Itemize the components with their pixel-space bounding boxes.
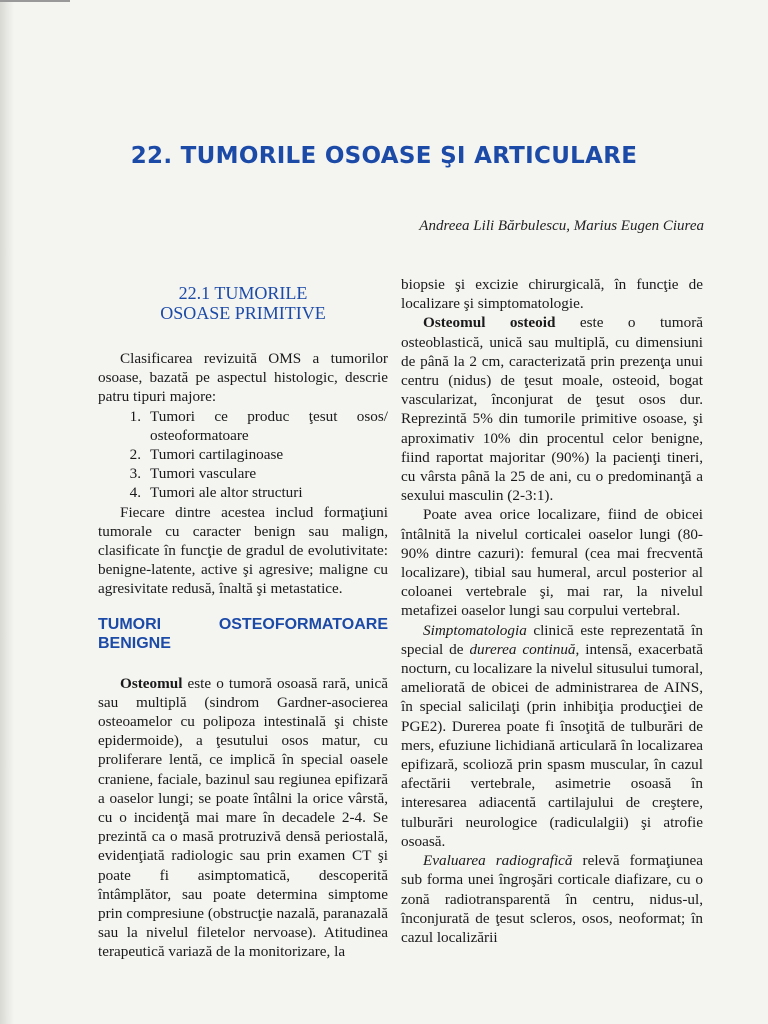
list-text: Tumori ce produc ţesut osos/ osteoformatoare bbox=[150, 407, 388, 444]
localization-paragraph: Poate avea orice localizare, fiind de obicei întâlnită la nivelul corticalei oaselor lungi (80-90% dintre cazuri): femural (cea mai frecventă localizare), tibial sau humeral, arcul posterior al coloanei vertebrale şi, mai rar, la nivelul metafizei oaselor lungi sau corpului vertebral. bbox=[401, 506, 703, 620]
list-number: 4. bbox=[129, 484, 141, 502]
symptoms-term: Simptomatologia bbox=[423, 621, 527, 639]
list-text: Tumori cartilaginoase bbox=[150, 446, 284, 464]
symptoms-paragraph bbox=[401, 621, 703, 851]
list-text: Tumori vasculare bbox=[150, 465, 257, 483]
symptoms-emphasis: durerea continuă bbox=[469, 640, 576, 658]
osteom-text: este o tumoră osoasă rară, unică sau multiplă (sindrom Gardner-asocierea osteoamelor cu polipoza intestinală şi chiste epidermoide), a ţesutului osos matur, cu proliferare lentă, ce implică în special oasele craniene, faciale, bazinul sau regiunea epifizară a oaselor lungi; se poate întâlni la orice vârstă, cu o incidenţă mai mare în decadele 2-4. Se prezintă ca o masă protruzivă densă periostală, evidenţiată radiologic sau prin examen CT şi poate fi asimptomatică, descoperită întâmplător, sau poate determina simptome prin compresiune (obstrucţie nazală, paranazală sau la nivelul filetelor nervoase). Atitudinea terapeutică variază de la monitorizare, la bbox=[98, 674, 388, 961]
symptoms-text-2: , intensă, exacerbată nocturn, cu localizare la nivelul situsului tumoral, ameliorată de obicei de administrarea de AINS, în special salicilaţi (prin inhibiţia producţiei de PGE2). Durerea poate fi însoţită de tulburări de mers, efuziune lichidiană articulară în localizarea epifizară, scolioză prin spasm muscular, în cazul afectării vertebrale, asimetrie osoasă în interesarea adiacentă cartilajului de creştere, tulburări neurologice (radiculalgii) şi atrofie osoasă. bbox=[401, 640, 703, 850]
osteoid-term: Osteomul osteoid bbox=[423, 314, 556, 332]
evaluation-term: Evaluarea radiografică bbox=[423, 852, 573, 870]
list-item bbox=[98, 445, 388, 464]
continuation-paragraph: biopsie şi excizie chirurgicală, în funcţie de localizare şi simptomatologie. bbox=[401, 276, 703, 313]
right-column bbox=[401, 275, 703, 947]
osteom-paragraph bbox=[98, 674, 388, 962]
osteoid-text: este o tumoră osteoblastică, unică sau multiplă, cu dimensiuni de până la 2 cm, caracterizată prin prezenţa unui centru (nidus) de ţesut moale, osteoid, bogat vascularizat, înconjurat de ţesut osos dur. Reprezintă 5% din tumorile primitive osoase, şi aproximativ 10% din procentul celor benigne, fiind raportat majoritar (90%) la pacienţi tineri, cu vârsta până la 25 de ani, cu o predominanţă a sexului masculin (2-3:1). bbox=[401, 314, 703, 505]
authors-line: Andreea Lili Bărbulescu, Marius Eugen Ciurea bbox=[419, 218, 704, 234]
classification-intro: Clasificarea revizuită OMS a tumorilor osoase, bazată pe aspectul histologic, descrie patru tipuri majore: bbox=[98, 350, 388, 406]
osteoid-paragraph bbox=[401, 313, 703, 505]
list-item bbox=[98, 483, 388, 502]
evaluation-text: relevă formaţiunea sub forma unei îngroşări corticale diafizare, cu o zonă radiotransparentă în centru, nidus-ul, înconjurată de ţesut scleros, osos, neoformat; în cazul localizării bbox=[401, 852, 703, 946]
symptoms-text-1: clinică este reprezentată în special de bbox=[401, 621, 703, 658]
list-item bbox=[98, 464, 388, 483]
classification-paragraph: Fiecare dintre acestea includ formaţiuni tumorale cu caracter benign sau malign, clasificate în funcţie de gradul de evolutivitate: benigne-latente, active şi agresive; maligne cu agresivitate redusă, înaltă şi metastatice. bbox=[98, 503, 388, 598]
subheading-benign: TUMORI OSTEOFORMATOARE BENIGNE bbox=[98, 615, 388, 652]
chapter-title: 22. TUMORILE OSOASE ŞI ARTICULARE bbox=[130, 143, 638, 169]
list-number: 1. bbox=[129, 407, 141, 425]
list-number: 3. bbox=[129, 465, 141, 483]
section-title bbox=[98, 283, 388, 323]
evaluation-paragraph bbox=[401, 851, 703, 947]
osteom-term: Osteomul bbox=[120, 674, 183, 692]
page-top-rule bbox=[0, 0, 70, 2]
section-title-line1: 22.1 TUMORILE bbox=[178, 283, 308, 303]
list-number: 2. bbox=[129, 446, 141, 464]
left-column bbox=[98, 275, 388, 962]
list-item bbox=[98, 407, 388, 445]
list-text: Tumori ale altor structuri bbox=[150, 484, 303, 502]
section-title-line2: OSOASE PRIMITIVE bbox=[160, 303, 326, 323]
tumor-type-list bbox=[98, 407, 388, 503]
